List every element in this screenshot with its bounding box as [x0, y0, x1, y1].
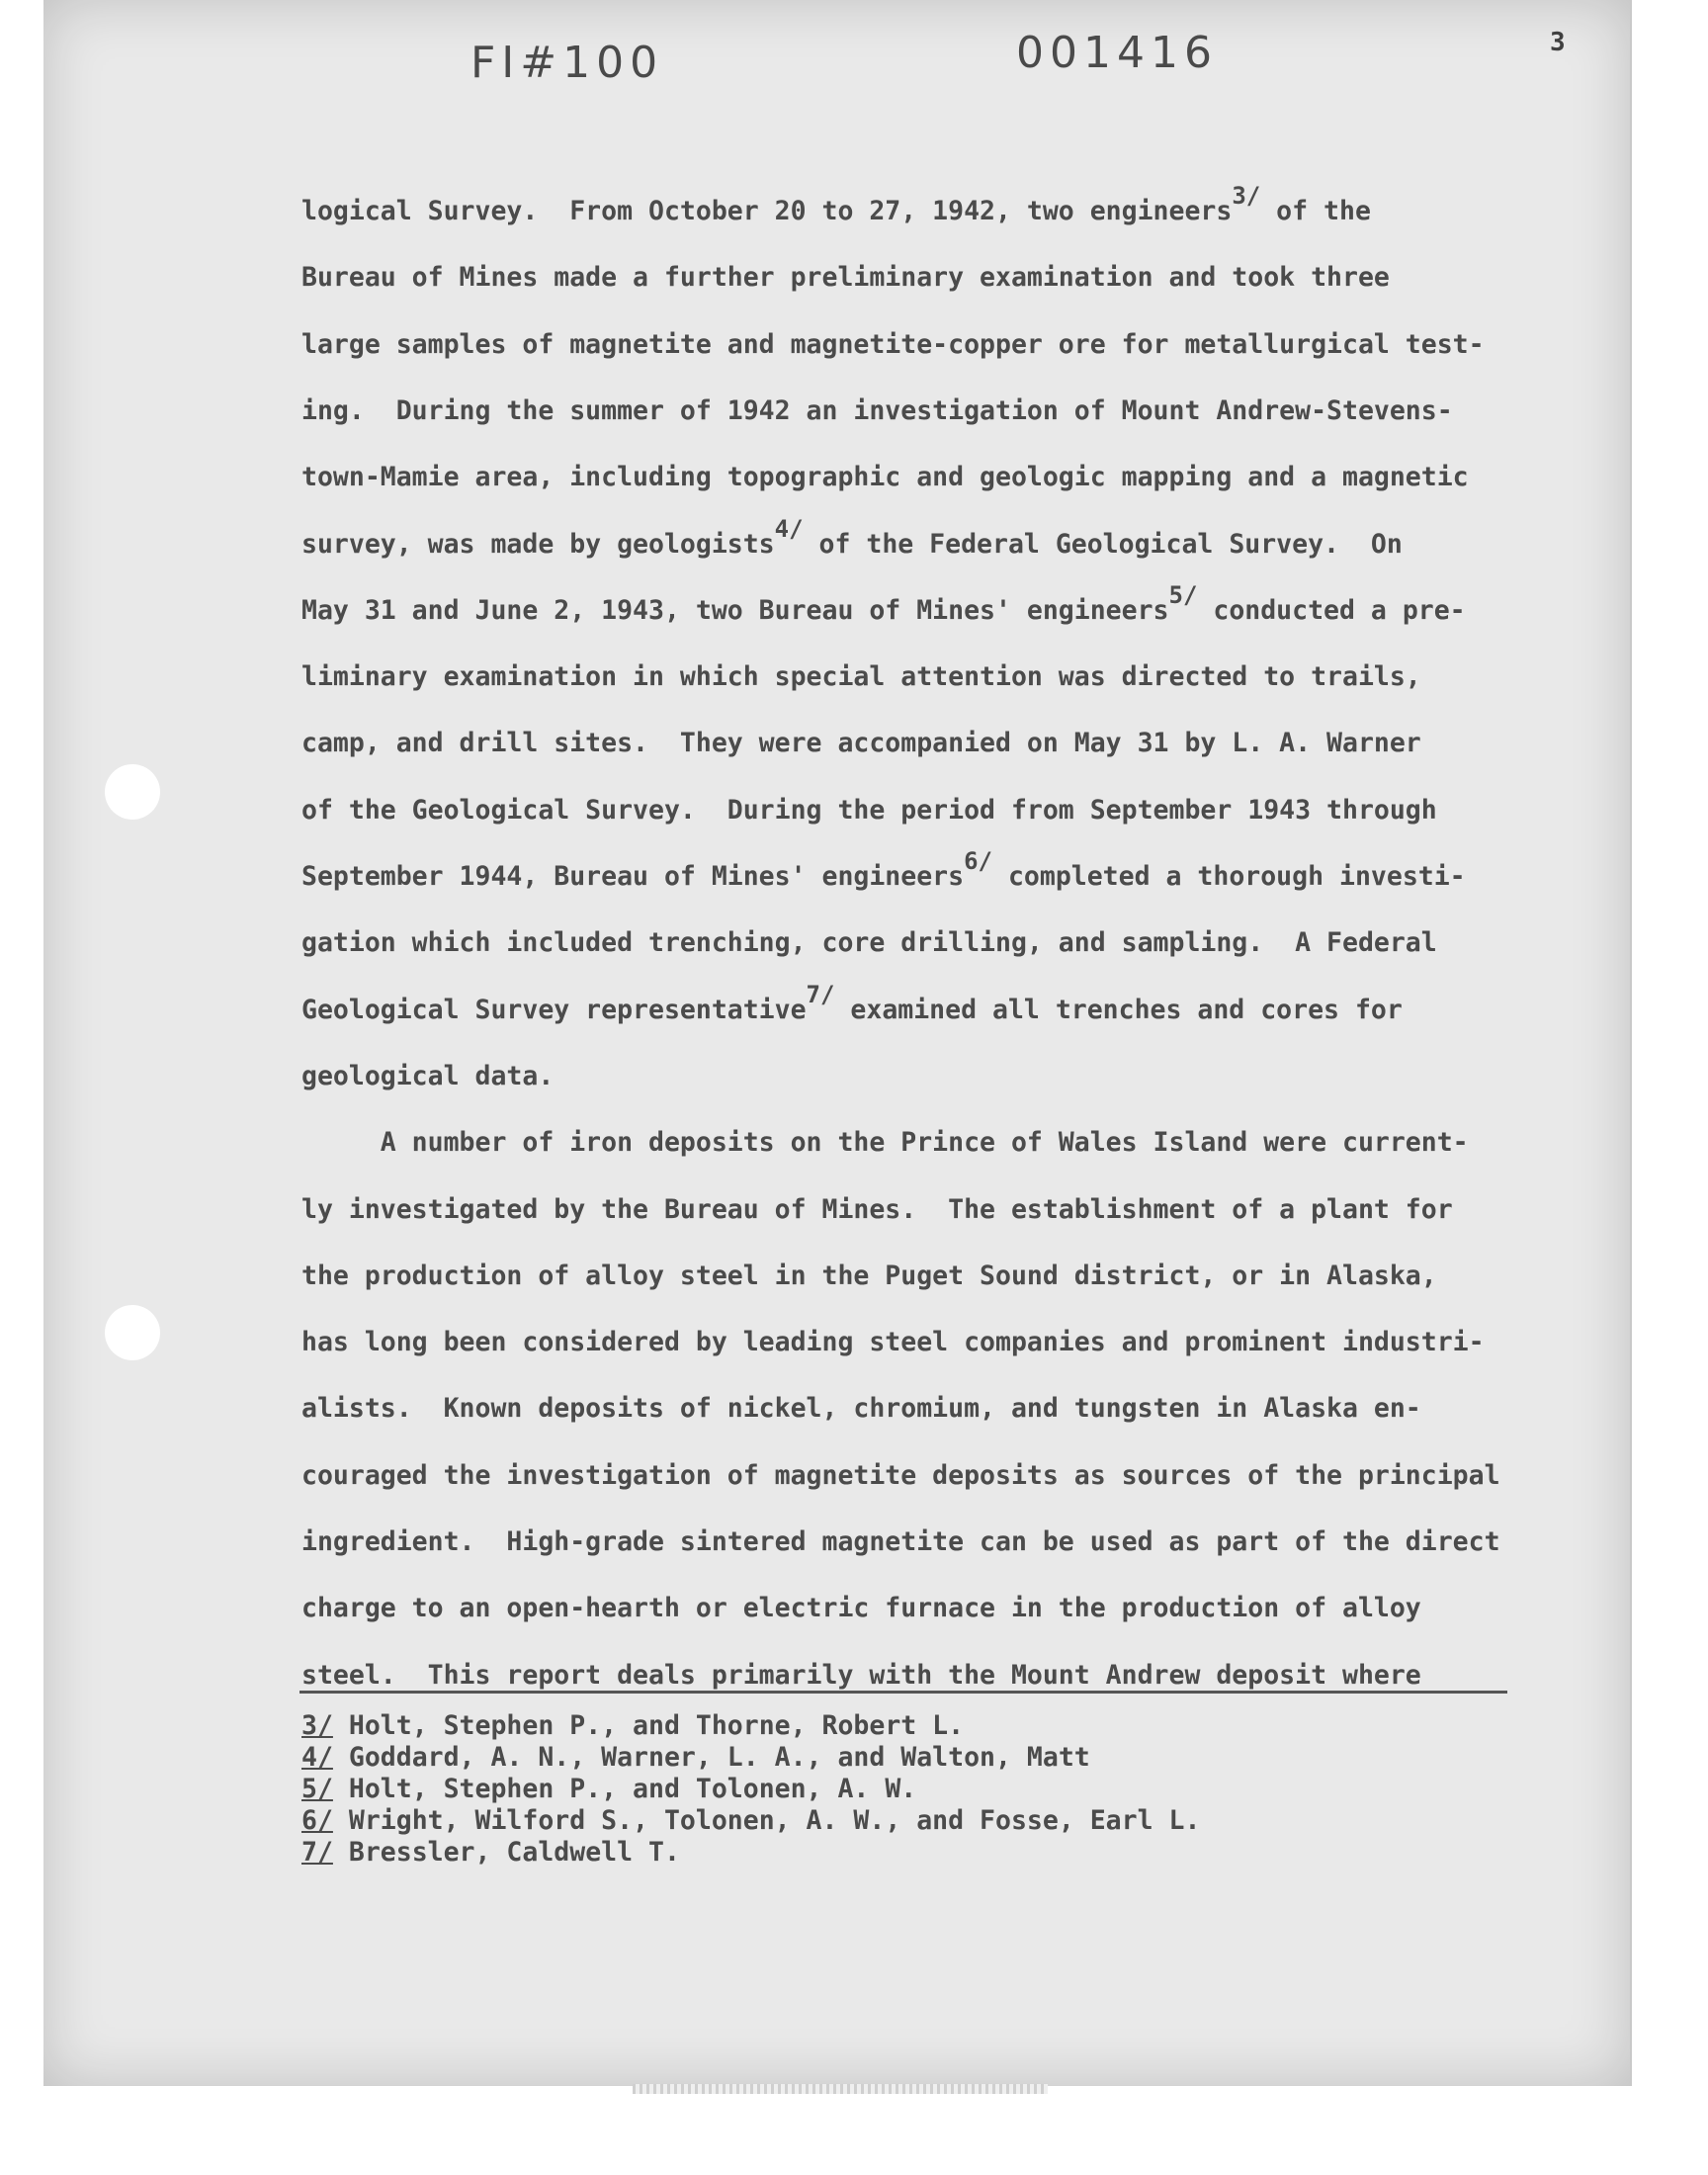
body-line-text: charge to an open-hearth or electric furnace in the production of alloy [301, 1593, 1421, 1624]
footnote-mark: 4/ [301, 1742, 333, 1773]
body-line [301, 1261, 1437, 1291]
body-line-text: camp, and drill sites. They were accompanied on May 31 by L. A. Warner [301, 728, 1421, 759]
body-line-text: the production of alloy steel in the Puget Sound district, or in Alaska, [301, 1260, 1437, 1291]
footnote-text: Holt, Stephen P., and Tolonen, A. W. [332, 1774, 917, 1804]
footnote-mark: 5/ [301, 1774, 333, 1804]
footnote-mark: 6/ [301, 1805, 333, 1836]
footnote [301, 1742, 1090, 1773]
body-line [301, 1393, 1421, 1424]
body-line [301, 847, 1466, 892]
body-line [301, 1194, 1453, 1225]
handwritten-document-number: 001416 [1016, 28, 1218, 78]
body-line-text: September 1944, Bureau of Mines' engineers [301, 861, 965, 892]
body-line-text: Geological Survey representative [301, 994, 807, 1025]
body-line [301, 1593, 1421, 1623]
footnote-reference: 4/ [774, 514, 804, 543]
footnote-reference: 6/ [964, 847, 992, 875]
footnote [301, 1805, 1200, 1836]
body-line-text: town-Mamie area, including topographic and geologic mapping and a magnetic [301, 462, 1469, 493]
body-line-text: A number of iron deposits on the Prince of Wales Island were current- [301, 1127, 1469, 1159]
body-line [301, 1127, 1469, 1158]
footnote-reference: 5/ [1168, 580, 1198, 609]
footnote [301, 1710, 964, 1741]
body-line [301, 329, 1485, 360]
handwritten-file-number: FI#100 [470, 38, 664, 88]
footnote-text: Wright, Wilford S., Tolonen, A. W., and Fosse, Earl L. [332, 1805, 1201, 1836]
body-line [301, 580, 1466, 626]
footnote [301, 1774, 916, 1804]
body-line [301, 514, 1403, 560]
footnote-separator [299, 1691, 1507, 1694]
body-line [301, 728, 1421, 758]
body-line [301, 1526, 1500, 1557]
body-line [301, 927, 1437, 958]
body-line [301, 1460, 1500, 1491]
body-line [301, 182, 1371, 226]
body-line-text: survey, was made by geologists [301, 528, 775, 560]
footnote-text: Goddard, A. N., Warner, L. A., and Walton, Matt [332, 1742, 1090, 1773]
body-line-text: liminary examination in which special attention was directed to trails, [301, 661, 1421, 693]
body-line-text: conducted a pre- [1197, 594, 1466, 626]
body-line-text: ing. During the summer of 1942 an investigation of Mount Andrew-Stevens- [301, 394, 1453, 426]
punch-hole-lower [105, 1305, 160, 1360]
footnote-mark: 3/ [301, 1710, 333, 1741]
body-line [301, 980, 1403, 1025]
body-line-text: of the Geological Survey. During the period from September 1943 through [301, 794, 1437, 826]
body-line-text: completed a thorough investi- [992, 861, 1466, 892]
body-line [301, 795, 1437, 826]
footnote [301, 1837, 680, 1868]
body-line-text: of the [1260, 196, 1371, 226]
body-line [301, 1660, 1421, 1691]
body-line [301, 395, 1453, 426]
body-line-text: steel. This report deals primarily with the Mount Andrew deposit where [301, 1659, 1421, 1691]
body-line-text: of the Federal Geological Survey. On [803, 528, 1403, 560]
footnote-text: Holt, Stephen P., and Thorne, Robert L. [332, 1710, 965, 1741]
body-line-text: alists. Known deposits of nickel, chromium, and tungsten in Alaska en- [301, 1393, 1421, 1425]
body-line [301, 462, 1469, 492]
scan-edge-artifact [633, 2084, 1048, 2094]
body-line [301, 262, 1390, 293]
body-line [301, 1061, 554, 1091]
page-number: 3 [1550, 28, 1566, 57]
body-line-text: ingredient. High-grade sintered magnetite can be used as part of the direct [301, 1526, 1500, 1557]
body-line-text: large samples of magnetite and magnetite-copper ore for metallurgical test- [301, 328, 1485, 360]
body-line-text: gation which included trenching, core drilling, and sampling. A Federal [301, 927, 1437, 959]
body-line-text: examined all trenches and cores for [834, 994, 1403, 1025]
body-line-text: geological data. [301, 1060, 555, 1091]
body-line-text: logical Survey. From October 20 to 27, 1942, two engineers [301, 196, 1233, 226]
body-line-text: has long been considered by leading steel companies and prominent industri- [301, 1327, 1485, 1358]
footnote-mark: 7/ [301, 1837, 333, 1868]
body-line-text: Bureau of Mines made a further preliminary examination and took three [301, 262, 1390, 294]
body-line-text: ly investigated by the Bureau of Mines. The establishment of a plant for [301, 1193, 1453, 1225]
body-line [301, 661, 1421, 692]
footnote-text: Bressler, Caldwell T. [332, 1837, 680, 1868]
body-line-text: May 31 and June 2, 1943, two Bureau of Mines' engineers [301, 594, 1169, 626]
footnote-reference: 3/ [1232, 182, 1261, 210]
body-line-text: couraged the investigation of magnetite deposits as sources of the principal [301, 1459, 1500, 1491]
punch-hole-upper [105, 764, 160, 820]
body-line [301, 1327, 1485, 1357]
footnote-reference: 7/ [806, 980, 835, 1008]
